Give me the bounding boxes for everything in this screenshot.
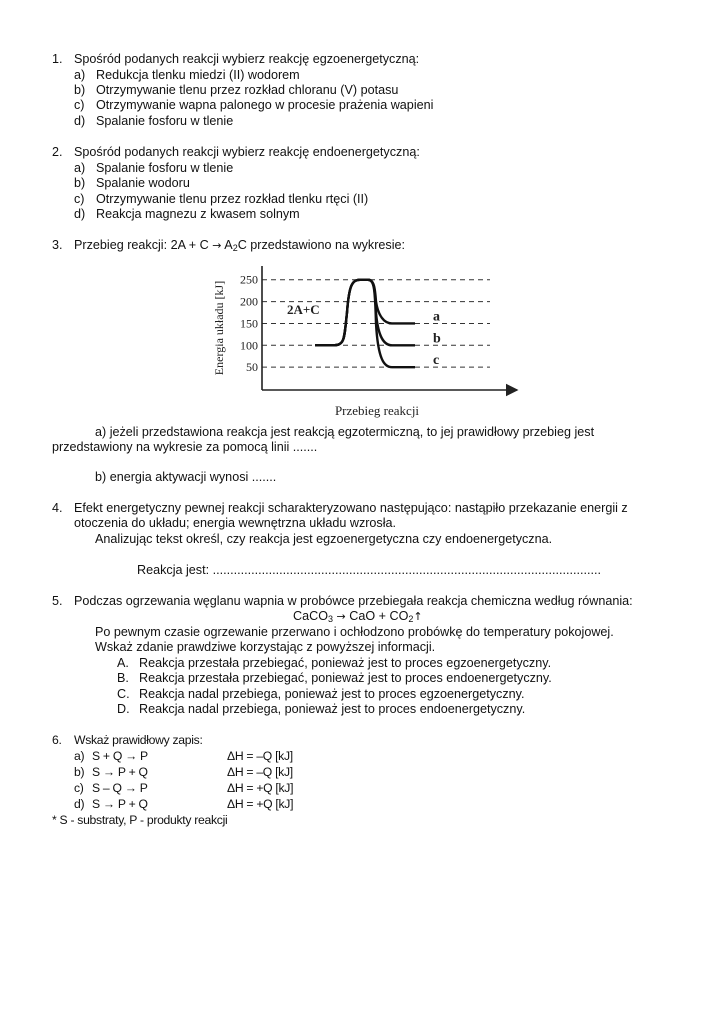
question-instruction: Wskaż zdanie prawdziwe korzystając z powyższej informacji. [95,640,436,654]
question-number: 1. [52,52,63,66]
option-text: Reakcja przestała przebiegać, ponieważ jest to proces endoenergetyczny. [139,671,552,685]
option-text: Otrzymywanie tlenu przez rozkład chloranu (V) potasu [96,83,399,97]
series-line-b [315,280,415,346]
option-letter: a) [74,161,86,175]
option-letter: b) [74,83,86,97]
option-letter: d) [74,114,86,128]
option-text: Reakcja nadal przebiega, ponieważ jest to proces egzoenergetyczny. [139,687,525,701]
question-instruction: Analizując tekst określ, czy reakcja jest egzoenergetyczna czy endoenergetyczna. [95,532,553,546]
option-text: Spalanie fosforu w tlenie [96,114,234,128]
option-letter: b) [74,765,85,779]
answer-line: Reakcja jest: ............................................................................................................... [137,563,601,577]
x-axis-label: Przebieg reakcji [334,403,420,418]
option-letter: c) [74,192,85,206]
question-stem: Spośród podanych reakcji wybierz reakcję endoenergetyczną: [74,145,420,159]
option-letter: B. [117,671,129,685]
option-text: Redukcja tlenku miedzi (II) wodorem [96,68,300,82]
question-number: 6. [52,733,62,747]
option-letter: a) [74,749,85,763]
subscript: 3 [328,614,334,624]
option-text: Spalanie fosforu w tlenie [96,161,234,175]
question-stem [74,238,405,253]
equation-part: CaCO [293,609,328,623]
question-text: Po pewnym czasie ogrzewanie przerwano i ochłodzono probówkę do temperatury pokojowej. [95,625,614,639]
option-letter: d) [74,797,85,811]
option-letter: b) [74,176,86,190]
series-label-c: c [433,353,440,369]
question-number: 3. [52,238,63,252]
y-axis-label: Energia układu [kJ] [212,280,226,376]
question-number: 5. [52,594,63,608]
option-enthalpy: ΔH = –Q [kJ] [227,749,293,763]
arrow-right-icon: → [212,239,222,252]
y-tick-label: 250 [240,272,258,287]
question-stem-cont: otoczenia do układu; energia wewnętrzna układu wzrosła. [74,516,397,530]
y-tick-label: 200 [240,294,258,309]
y-tick-labels [240,273,258,374]
option-text: Spalanie wodoru [96,176,190,190]
series-label-b: b [433,331,441,347]
question-stem: Wskaż prawidłowy zapis: [74,733,203,747]
option-letter: C. [117,687,130,701]
series-labels [433,309,441,368]
energy-diagram-chart [205,262,525,424]
part-a-text: a) jeżeli przedstawiona reakcja jest reakcją egzotermiczną, to jej prawidłowy przebieg jest [95,425,595,439]
stem-part: C przedstawiono na wykresie: [237,238,405,252]
option-letter: A. [117,656,129,670]
question-stem: Podczas ogrzewania węglanu wapnia w probówce przebiegała reakcja chemiczna według równania: [74,594,633,608]
option-letter: c) [74,98,85,112]
reactants-annotation: 2A+C [287,302,320,317]
chemical-equation [293,609,423,624]
subscript: 2 [232,243,238,253]
part-b-text: b) energia aktywacji wynosi ....... [95,470,277,484]
option-text: Otrzymywanie tlenu przez rozkład tlenku rtęci (II) [96,192,369,206]
option-text: Reakcja magnezu z kwasem solnym [96,207,300,221]
question-stem: Spośród podanych reakcji wybierz reakcję egzoenergetyczną: [74,52,420,66]
option-equation: S – Q → P [92,781,148,795]
y-tick-label: 100 [240,338,258,353]
y-tick-label: 50 [246,360,258,375]
option-letter: d) [74,207,86,221]
option-letter: c) [74,781,84,795]
equation-part: CaO + CO [345,609,409,623]
arrow-up-icon: ↑ [413,610,423,623]
arrow-right-icon: → [336,610,346,623]
question-stem: Efekt energetyczny pewnej reakcji scharakteryzowano następująco: nastąpiło przekazanie energii z [74,501,628,515]
subscript: 2 [408,614,414,624]
option-enthalpy: ΔH = +Q [kJ] [227,797,294,811]
series-label-a: a [433,309,440,325]
series-line-a [315,280,415,346]
option-text: Otrzymywanie wapna palonego w procesie prażenia wapieni [96,98,434,112]
option-text: Reakcja przestała przebiegać, ponieważ jest to proces egzoenergetyczny. [139,656,552,670]
part-a-text-cont: przedstawiony na wykresie za pomocą linii ....... [52,440,318,454]
option-equation: S → P + Q [92,765,148,779]
option-enthalpy: ΔH = +Q [kJ] [227,781,294,795]
question-number: 4. [52,501,63,515]
stem-part: A [221,238,233,252]
question-number: 2. [52,145,63,159]
option-enthalpy: ΔH = –Q [kJ] [227,765,293,779]
stem-part: Przebieg reakcji: 2A + C [74,238,213,252]
option-text: Reakcja nadal przebiega, ponieważ jest to proces endoenergetyczny. [139,702,526,716]
y-tick-label: 150 [240,316,258,331]
option-equation: S → P + Q [92,797,148,811]
option-equation: S + Q → P [92,749,148,763]
option-letter: a) [74,68,86,82]
option-letter: D. [117,702,130,716]
footnote: * S - substraty, P - produkty reakcji [52,813,228,827]
